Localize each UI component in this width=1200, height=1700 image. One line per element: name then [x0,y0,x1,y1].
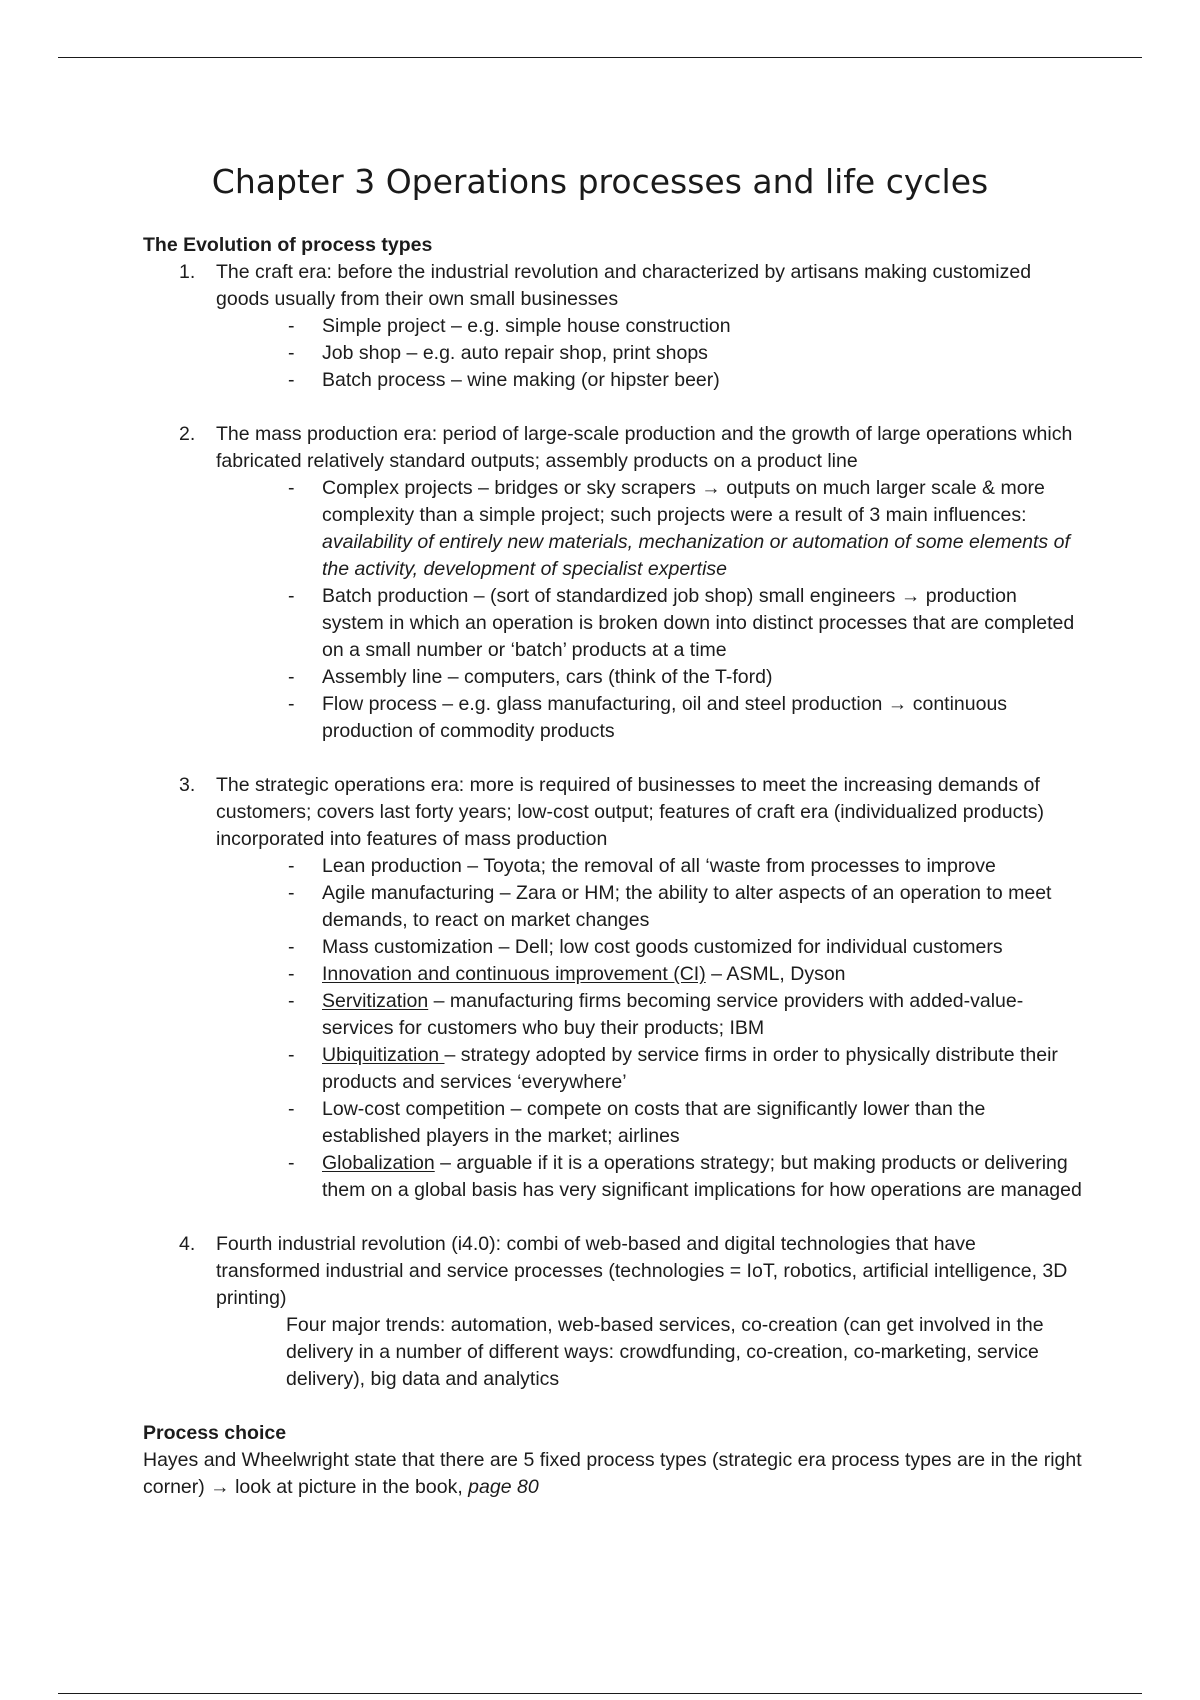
bullet-item: - Job shop – e.g. auto repair shop, print shops [322,340,1083,367]
bullet-text: Complex projects – bridges or sky scrapers → outputs on much larger scale & more complexity than a simple project; such projects were a result of 3 main influences: [322,477,1045,526]
bullet-text: – manufacturing firms becoming service providers with added-value-services for customers who buy their products; IBM [322,990,1024,1039]
list-item-craft-era [143,259,1083,313]
list-number: 4. [179,1233,196,1255]
list-item-fourth-revolution [143,1231,1083,1312]
bullet-item: - Batch production – (sort of standardized job shop) small engineers → production system in which an operation is broken down into distinct processes that are completed on a small number or ‘batch’ products at a time [322,583,1083,664]
bullet-item: - Mass customization – Dell; low cost goods customized for individual customers [322,934,1083,961]
list-item-strategic-era [143,772,1083,853]
underlined-term: Ubiquitization [322,1044,445,1066]
bullet-list-craft [143,313,1083,394]
bullet-item: - Flow process – e.g. glass manufacturing, oil and steel production → continuous production of commodity products [322,691,1083,745]
underlined-term: Servitization [322,990,429,1012]
section-heading-process-choice: Process choice [143,1422,287,1444]
bullet-item [322,475,1083,583]
process-choice-paragraph [143,1447,1083,1501]
underlined-term: Innovation and continuous improvement (CI) [322,963,706,985]
underlined-term: Globalization [322,1152,435,1174]
bullet-list-mass [143,475,1083,745]
bullet-item [322,1042,1083,1096]
bullet-italic-text: availability of entirely new materials, mechanization or automation of some elements of the activity, development of specialist expertise [322,531,1070,580]
list-item-text: The strategic operations era: more is required of businesses to meet the increasing demands of customers; covers last forty years; low-cost output; features of craft era (individualized products) incorporated into features of mass production [216,774,1045,850]
bullet-item: - Low-cost competition – compete on costs that are significantly lower than the established players in the market; airlines [322,1096,1083,1150]
footer-rule [58,1693,1142,1694]
document-body [143,232,1083,1501]
bullet-item: - Batch process – wine making (or hipster beer) [322,367,1083,394]
bullet-item: - Lean production – Toyota; the removal of all ‘waste from processes to improve [322,853,1083,880]
page-title: Chapter 3 Operations processes and life cycles [211,162,989,201]
bullet-item [322,1150,1083,1204]
bullet-item: - Agile manufacturing – Zara or HM; the ability to alter aspects of an operation to meet demands, to react on market changes [322,880,1083,934]
list-number: 3. [179,774,196,796]
list-item-text: The mass production era: period of large-scale production and the growth of large operations which fabricated relatively standard outputs; assembly products on a product line [216,423,1073,472]
list-number: 2. [179,423,196,445]
bullet-item: - Assembly line – computers, cars (think of the T-ford) [322,664,1083,691]
header-rule [58,57,1142,58]
page-reference: page 80 [468,1476,539,1498]
bullet-item [322,988,1083,1042]
bullet-text: – ASML, Dyson [705,963,846,985]
list-item-text: Fourth industrial revolution (i4.0): combi of web-based and digital technologies that have transformed industrial and service processes (technologies = IoT, robotics, artificial intelligence, 3D printing) [216,1233,1068,1309]
bullet-list-strategic [143,853,1083,1204]
list-item-text: The craft era: before the industrial revolution and characterized by artisans making customized goods usually from their own small businesses [216,261,1032,310]
section-heading-evolution: The Evolution of process types [143,234,433,256]
bullet-item [322,961,1083,988]
bullet-text: – strategy adopted by service firms in order to physically distribute their products and services ‘everywhere’ [322,1044,1058,1093]
list-number: 1. [179,261,196,283]
list-item-mass-production [143,421,1083,475]
bullet-item: - Simple project – e.g. simple house construction [322,313,1083,340]
paragraph-text: Hayes and Wheelwright state that there are 5 fixed process types (strategic era process types are in the right corner) → look at picture in the book, [143,1449,1082,1498]
bullet-text: – arguable if it is a operations strategy; but making products or delivering them on a global basis has very significant implications for how operations are managed [322,1152,1082,1201]
trends-paragraph: Four major trends: automation, web-based services, co-creation (can get involved in the delivery in a number of different ways: crowdfunding, co-creation, co-marketing, service delivery), big data and analytics [286,1314,1044,1390]
